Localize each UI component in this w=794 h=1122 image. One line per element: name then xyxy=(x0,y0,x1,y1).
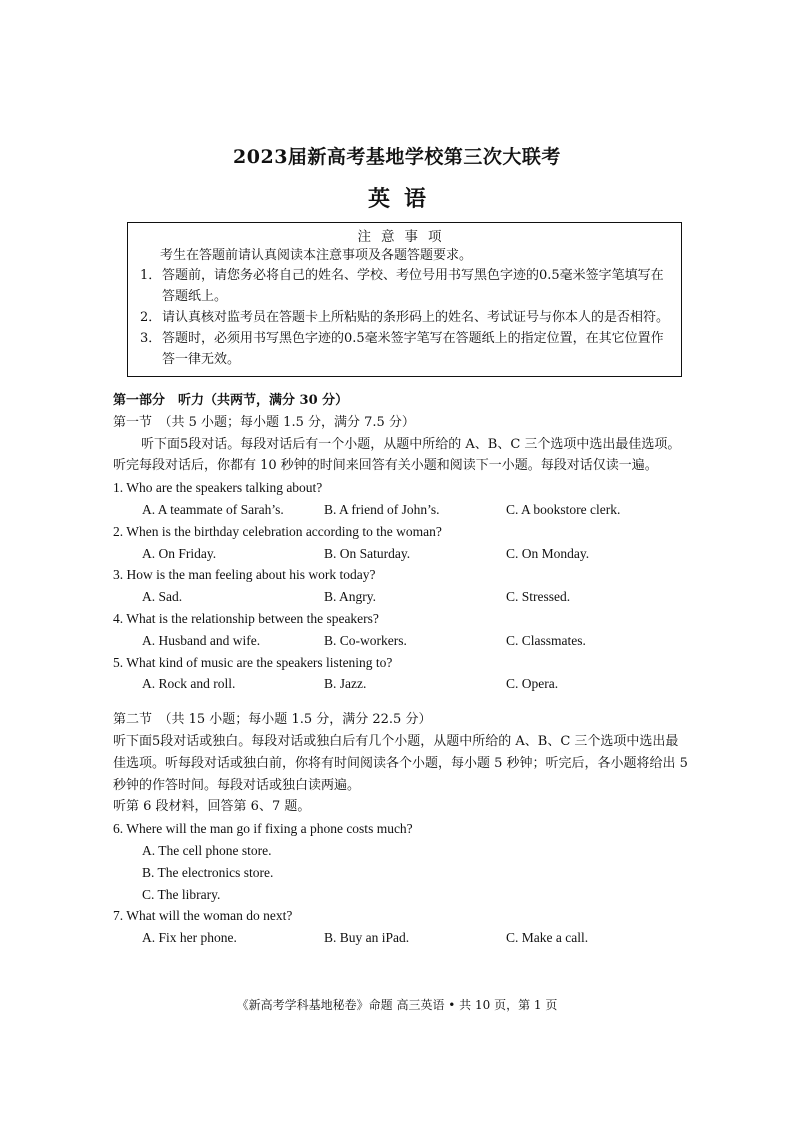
option-b: B. The electronics store. xyxy=(142,864,274,880)
question-3: 3. How is the man feeling about his work today? xyxy=(113,567,376,583)
option-c: C. On Monday. xyxy=(506,545,590,561)
notice-item-number: 3． xyxy=(140,331,162,346)
notice-box xyxy=(127,222,682,377)
part1-heading: 第一部分 听力（共两节，满分 30 分） xyxy=(113,393,349,408)
section-spacer xyxy=(113,695,688,709)
page-footer: 《新高考学科基地秘卷》命题 高三英语 • 共 10 页，第 1 页 xyxy=(236,998,558,1012)
section1-instructions xyxy=(113,434,688,478)
option-b: B. Angry. xyxy=(324,589,377,605)
question-4: 4. What is the relationship between the speakers? xyxy=(113,610,379,626)
option-c: C. Opera. xyxy=(506,676,559,692)
notice-item xyxy=(128,265,681,307)
question-3-options xyxy=(113,586,688,608)
option-a: A. A teammate of Sarah’s. xyxy=(142,501,284,517)
option-c: C. Make a call. xyxy=(506,930,589,946)
question-2: 2. When is the birthday celebration according to the woman? xyxy=(113,523,442,539)
material-note: 听第 6 段材料，回答第 6、7 题。 xyxy=(113,799,311,815)
notice-item-text: 答题前，请您务必将自己的姓名、学校、考位号用书写黑色字迹的0.5毫米签字笔填写在答题纸上。 xyxy=(162,268,664,304)
option-b: B. Jazz. xyxy=(324,676,367,692)
option-c: C. The library. xyxy=(142,886,221,902)
option-a: A. The cell phone store. xyxy=(142,842,272,858)
option-a: A. Husband and wife. xyxy=(142,632,261,648)
notice-item-text: 答题时，必须用书写黑色字迹的0.5毫米签字笔写在答题纸上的指定位置，在其它位置作答一律无效。 xyxy=(162,331,664,367)
question-1: 1. Who are the speakers talking about? xyxy=(113,480,323,496)
notice-item-number: 1． xyxy=(140,268,162,283)
option-c: C. Classmates. xyxy=(506,632,586,648)
notice-item xyxy=(128,328,681,370)
option-a: A. Fix her phone. xyxy=(142,930,237,946)
question-6: 6. Where will the man go if fixing a phone costs much? xyxy=(113,821,413,837)
notice-item-text: 请认真核对监考员在答题卡上所粘贴的条形码上的姓名、考试证号与你本人的是否相符。 xyxy=(162,310,670,325)
question-5: 5. What kind of music are the speakers listening to? xyxy=(113,654,393,670)
exam-body xyxy=(113,390,688,949)
option-c: C. A bookstore clerk. xyxy=(506,501,621,517)
section2-instructions: 听下面5段对话或独白。每段对话或独白后有几个小题，从题中所给的 A、B、C 三个选项中选出最佳选项。听每段对话或独白前，你将有时间阅读各个小题，每小题 5 秒钟；听完后，各小题将给出 5 秒钟的作答时间。每段对话或独白读两遍。 xyxy=(113,733,688,793)
subject-title: 英语 xyxy=(367,186,440,212)
notice-item-number: 2． xyxy=(140,310,162,325)
question-7-options xyxy=(113,927,688,949)
question-4-options xyxy=(113,630,688,652)
question-1-options xyxy=(113,499,688,521)
question-7: 7. What will the woman do next? xyxy=(113,908,293,924)
question-2-options xyxy=(113,543,688,565)
exam-title: 2023届新高考基地学校第三次大联考 xyxy=(233,146,561,168)
option-a: A. Rock and roll. xyxy=(142,676,236,692)
notice-title: 注意事项 xyxy=(357,229,452,245)
notice-item xyxy=(128,307,681,328)
option-c: C. Stressed. xyxy=(506,589,571,605)
section1-instructions-text: 听下面5段对话。每段对话后有一个小题，从题中所给的 A、B、C 三个选项中选出最佳选项。听完每段对话后，你都有 10 秒钟的时间来回答有关小题和阅读下一小题。每段对话仅读一遍。 xyxy=(113,436,681,474)
section2-heading: 第二节 （共 15 小题；每小题 1.5 分，满分 22.5 分） xyxy=(113,712,432,728)
section1-heading: 第一节 （共 5 小题；每小题 1.5 分，满分 7.5 分） xyxy=(113,414,415,430)
option-b: B. Buy an iPad. xyxy=(324,930,410,946)
option-b: B. On Saturday. xyxy=(324,545,411,561)
option-b: B. A friend of John’s. xyxy=(324,501,440,517)
option-b: B. Co-workers. xyxy=(324,632,407,648)
question-5-options xyxy=(113,673,688,695)
notice-intro: 考生在答题前请认真阅读本注意事项及各题答题要求。 xyxy=(160,248,473,263)
option-a: A. On Friday. xyxy=(142,545,217,561)
option-a: A. Sad. xyxy=(142,589,183,605)
